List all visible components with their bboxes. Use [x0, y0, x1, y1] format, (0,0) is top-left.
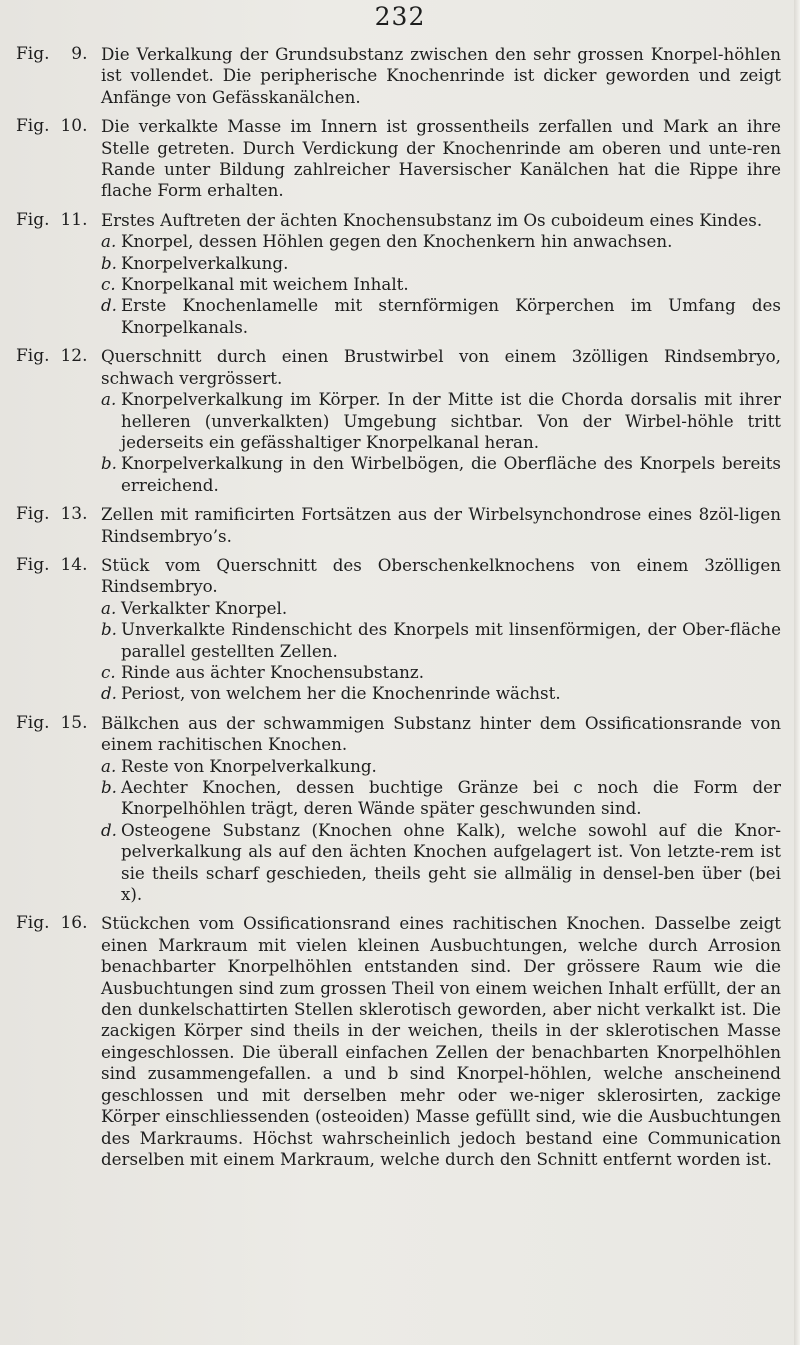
caption-fig-16: [16, 913, 781, 1170]
caption-text: Bälkchen aus der schwammigen Substanz hinter dem Ossificationsrande von einem rachitischen Knochen.: [101, 712, 781, 755]
caption-item: a. Reste von Knorpelverkalkung.: [101, 755, 377, 776]
caption-item: c. Knorpelkanal mit weichem Inhalt.: [101, 274, 409, 295]
figure-label: Fig. 11.: [16, 209, 88, 230]
figure-label: Fig. 10.: [16, 116, 88, 137]
figure-label: Fig. 16.: [16, 913, 88, 934]
caption-fig-15: [16, 713, 781, 906]
caption-text: Stückchen vom Ossificationsrand eines rachitischen Knochen. Dasselbe zeigt einen Markraum mit vielen kleinen Ausbuchtungen, welche durch Arrosion benachbarter Knorpelhöhlen entstanden sind. Der grössere Raum wie die Ausbuchtungen sind zum grossen Theil von einem weichen Inhalt erfüllt, der an den dunkelschattirten Stellen sklerotisch geworden, aber nicht verkalkt ist. Die zackigen Körper sind theils in der weichen, theils in der sklerotischen Masse eingeschlossen. Die überall einfachen Zellen der benachbarten Knorpelhöhlen sind zusammengefallen. a und b sind Knorpel-höhlen, welche anscheinend geschlossen und mit derselben mehr oder we-niger sklerosirten, zackige Körper einschliessenden (osteoiden) Masse gefüllt sind, wie die Ausbuchtungen des Markraums. Höchst wahrscheinlich jedoch bestand eine Communication derselben mit einem Markraum, welche durch den Schnitt entfernt worden ist.: [101, 913, 781, 1169]
caption-item: b. Unverkalkte Rindenschicht des Knorpels mit linsenförmigen, der Ober-fläche parallel gestellten Zellen.: [101, 619, 781, 661]
page-number: 232: [374, 2, 426, 31]
caption-item: a. Verkalkter Knorpel.: [101, 597, 288, 618]
figure-label: Fig. 9.: [16, 44, 88, 64]
caption-fig-13: [16, 504, 781, 547]
figure-label: Fig. 14.: [16, 554, 88, 575]
caption-fig-9: [16, 44, 781, 108]
caption-item: b. Knorpelverkalkung in den Wirbelbögen, die Oberfläche des Knorpels bereits erreichend.: [101, 453, 781, 495]
caption-item: b. Aechter Knochen, dessen buchtige Gränze bei c noch die Form der Knorpelhöhlen trägt, deren Wände später geschwunden sind.: [101, 777, 781, 819]
figure-label: Fig. 13.: [16, 504, 88, 525]
caption-item: a. Knorpelverkalkung im Körper. In der Mitte ist die Chorda dorsalis mit ihrer helleren (unverkalkten) Umgebung sichtbar. Von der Wirbel-höhle tritt jederseits ein gefässhaltiger Knorpelkanal heran.: [101, 389, 781, 452]
caption-text: Erstes Auftreten der ächten Knochensubstanz im Os cuboideum eines Kindes.: [101, 209, 763, 230]
page-edge: [794, 0, 800, 1345]
caption-item: d. Osteogene Substanz (Knochen ohne Kalk), welche sowohl auf die Knor-pelverkalkung als auf den ächten Knochen aufgelagert ist. Von letzte-rem ist sie theils scharf geschieden, theils geht sie allmälig in densel-ben über (bei x).: [101, 819, 781, 905]
caption-item: d. Periost, von welchem her die Knochenrinde wächst.: [101, 683, 561, 704]
caption-text: Stück vom Querschnitt des Oberschenkelknochens von einem 3zölligen Rindsembryo.: [101, 554, 781, 597]
figure-label: Fig. 12.: [16, 346, 88, 367]
figure-label: Fig. 15.: [16, 712, 88, 733]
caption-text: Querschnitt durch einen Brustwirbel von einem 3zölligen Rindsembryo, schwach vergrössert.: [101, 346, 781, 388]
caption-fig-10: [16, 116, 781, 202]
caption-item: a. Knorpel, dessen Höhlen gegen den Knochenkern hin anwachsen.: [101, 231, 673, 252]
caption-item: b. Knorpelverkalkung.: [101, 252, 289, 273]
caption-fig-12: [16, 346, 781, 496]
caption-text: Zellen mit ramificirten Fortsätzen aus der Wirbelsynchondrose eines 8zöl-ligen Rindsembryo’s.: [101, 504, 781, 546]
figure-captions: [16, 44, 781, 1178]
caption-item: c. Rinde aus ächter Knochensubstanz.: [101, 661, 425, 682]
caption-text: Die verkalkte Masse im Innern ist grossentheils zerfallen und Mark an ihre Stelle getreten. Durch Verdickung der Knochenrinde am oberen und unte-ren Rande unter Bildung zahlreicher Haversischer Kanälchen hat die Rippe ihre flache Form erhalten.: [101, 116, 781, 201]
caption-fig-14: [16, 555, 781, 705]
caption-text: Die Verkalkung der Grundsubstanz zwischen den sehr grossen Knorpel-höhlen ist vollendet. Die peripherische Knochenrinde ist dicker geworden und zeigt Anfänge von Gefässkanälchen.: [101, 44, 781, 107]
caption-item: d. Erste Knochenlamelle mit sternförmigen Körperchen im Umfang des Knorpelkanals.: [101, 295, 781, 337]
caption-fig-11: [16, 210, 781, 338]
